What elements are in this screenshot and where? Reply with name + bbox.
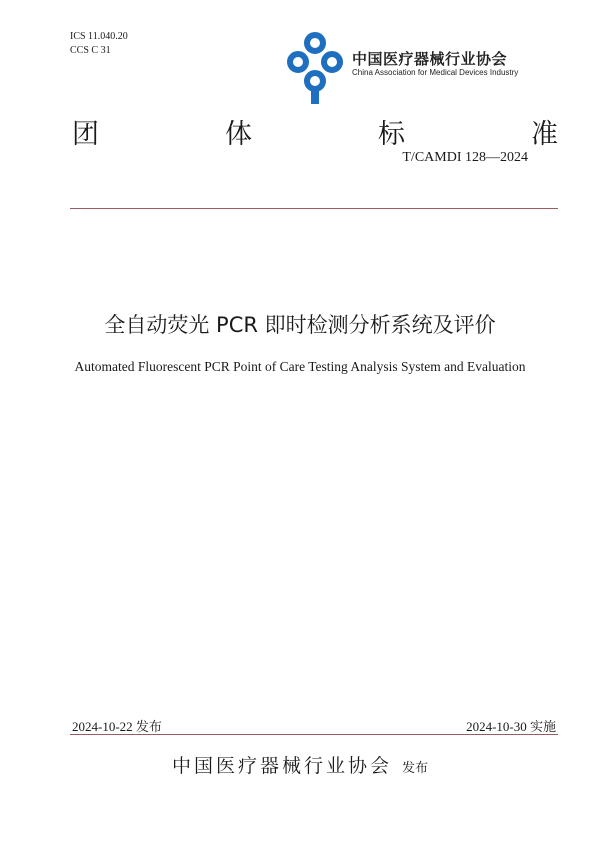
standard-type-char: 标	[378, 119, 405, 150]
issuer-verb: 发布	[402, 761, 429, 776]
implement-date: 2024-10-30 实施	[466, 719, 556, 734]
classification-codes	[70, 30, 128, 58]
publish-date: 2024-10-22 发布	[72, 719, 162, 734]
title-en: Automated Fluorescent PCR Point of Care Testing Analysis System and Evaluation	[74, 359, 526, 374]
issuer-name: 中国医疗器械行业协会	[171, 755, 392, 777]
ics-code: ICS 11.040.20	[70, 31, 128, 42]
issuer-line	[0, 751, 600, 778]
top-divider	[70, 208, 558, 209]
standard-number: T/CAMDI 128—2024	[402, 150, 528, 165]
camdi-logo-icon	[282, 31, 348, 105]
bottom-divider	[70, 734, 558, 735]
ccs-code: CCS C 31	[70, 45, 111, 56]
org-name-cn: 中国医疗器械行业协会	[352, 50, 508, 68]
standard-type-char: 准	[531, 119, 558, 150]
title-cn: 全自动荧光 PCR 即时检测分析系统及评价	[104, 313, 496, 337]
standard-type-char: 团	[72, 119, 99, 150]
standard-type-char: 体	[225, 119, 252, 150]
org-name-en: China Association for Medical Devices Industry	[352, 68, 519, 77]
standard-type	[72, 112, 558, 151]
